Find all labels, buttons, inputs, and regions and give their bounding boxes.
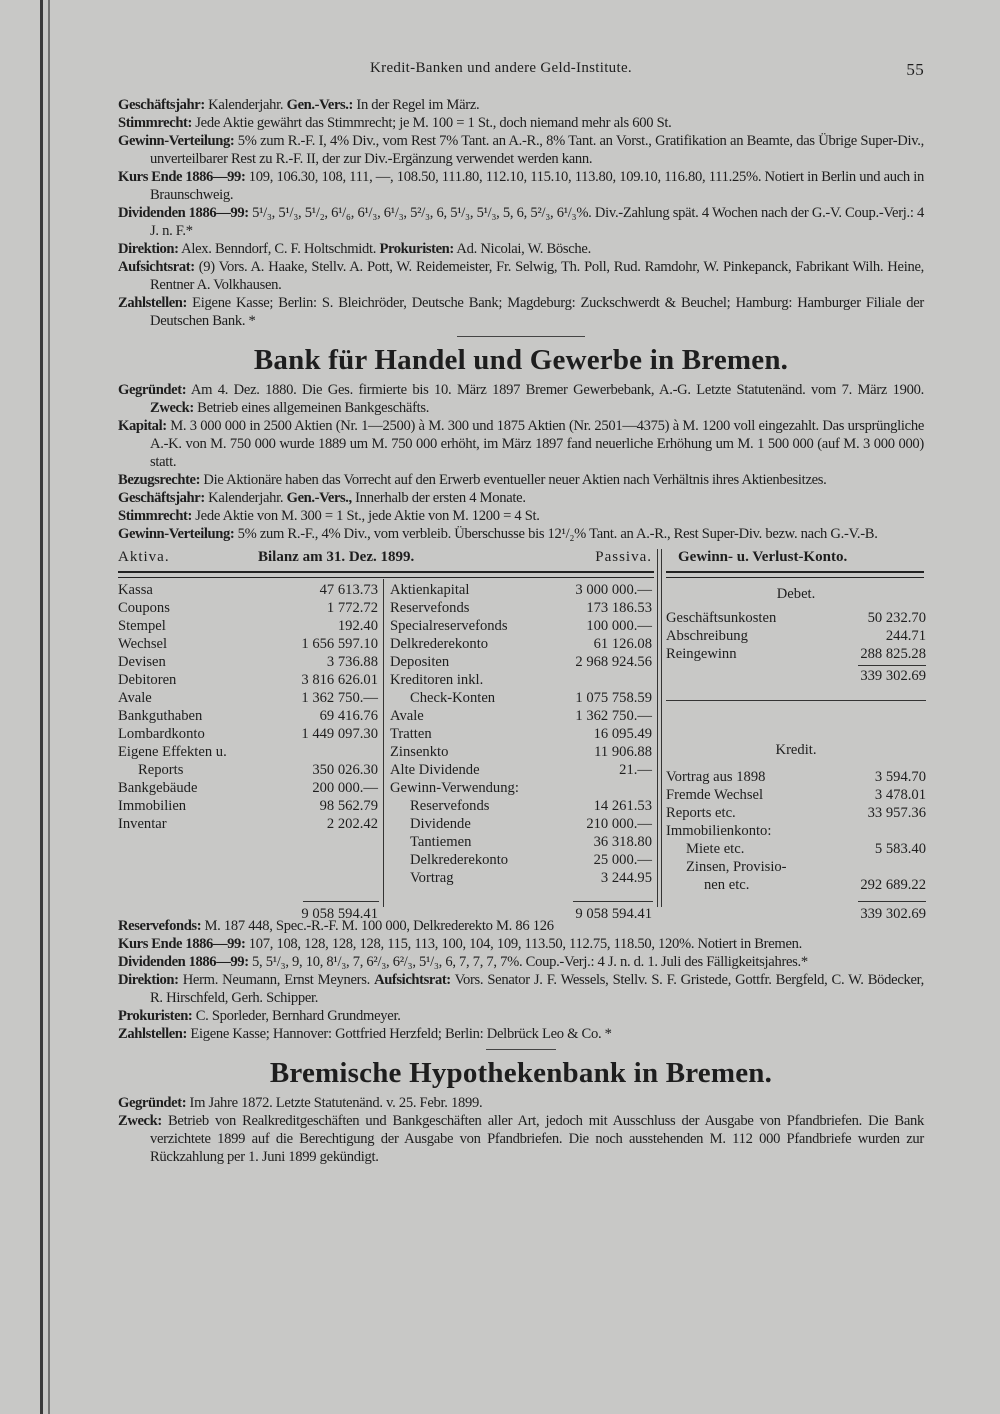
row-amount: 1 656 597.10 — [301, 636, 378, 652]
row-label: Devisen — [118, 654, 166, 670]
entry-paragraph — [118, 204, 924, 240]
row-label: Tratten — [390, 726, 432, 742]
table-row — [118, 725, 378, 743]
row-amount: 1 362 750.— — [301, 690, 378, 706]
entry-paragraph — [118, 917, 924, 935]
row-label: Aktienkapital — [390, 582, 470, 598]
table-row — [390, 851, 652, 869]
table-row — [118, 707, 378, 725]
row-label: Vortrag aus 1898 — [666, 769, 766, 785]
row-amount: 11 906.88 — [594, 744, 652, 760]
entry-label: Gegründet: — [118, 1095, 187, 1111]
entry-text: Herm. Neumann, Ernst Meyners. — [178, 972, 375, 988]
table-row — [666, 804, 926, 822]
aktiva-header: Aktiva. — [118, 549, 170, 565]
row-amount: 14 261.53 — [593, 798, 652, 814]
entry-text: Im Jahre 1872. Letzte Statutenänd. v. 25. Febr. 1899. — [186, 1095, 483, 1111]
row-label: Avale — [118, 690, 152, 706]
row-label: nen etc. — [704, 877, 750, 893]
row-amount: 210 000.— — [586, 816, 652, 832]
row-label: Reports etc. — [666, 805, 736, 821]
row-label: Tantiemen — [410, 834, 472, 850]
row-label: Zinsen, Provisio- — [686, 859, 787, 875]
row-label: Dividende — [410, 816, 471, 832]
row-amount: 292 689.22 — [860, 877, 926, 893]
row-amount: 350 026.30 — [312, 762, 378, 778]
entry-text: 107, 108, 128, 128, 128, 115, 113, 100, 104, 109, 113.50, 112.75, 118.50, 120%. Notiert in Bremen. — [245, 936, 802, 952]
table-row — [390, 653, 652, 671]
table-row — [390, 635, 652, 653]
section-kredit-bank-details — [118, 96, 924, 330]
entry-label: Gewinn-Verteilung: — [118, 526, 235, 542]
row-amount: 47 613.73 — [319, 582, 378, 598]
table-row — [118, 617, 378, 635]
entry-label: Gegründet: — [118, 382, 187, 398]
entry-text: Betrieb von Realkreditgeschäften und Bankgeschäften aller Art, jedoch mit Ausschluss der Ausgabe von Pfandbriefen. Die Bank verzichtete 1899 auf die Berechtigung der Ausgabe von Pfandbriefen. Die noch ausstehenden M. 112 000 Pfandbriefe wurden zur Rückzahlung per 1. Juni 1899 gekündigt. — [150, 1113, 924, 1165]
entry-text: C. Sporleder, Bernhard Grundmeyer. — [192, 1008, 401, 1024]
entry-label: Zweck: — [150, 400, 194, 416]
entry-label: Dividenden 1886—99: — [118, 954, 249, 970]
entry-text: Ad. Nicolai, W. Bösche. — [453, 241, 591, 257]
entry-text: 5¹/₃, 5¹/₃, 5¹/₂, 6¹/₆, 6¹/₃, 6¹/₃, 5²/₃, 6, 5¹/₃, 5¹/₃, 5, 6, 5²/₃, 6¹/₃%. Div.-Zahlung spät. 4 Wochen nach der G.-V. Coup.-Verj.: 4 J. n. F.* — [150, 205, 924, 239]
entry-text: Jede Aktie von M. 300 = 1 St., jede Aktie von M. 1200 = 4 St. — [191, 508, 540, 524]
row-label: Reingewinn — [666, 646, 737, 662]
row-amount: 3 000 000.— — [575, 582, 652, 598]
entry-text: Am 4. Dez. 1880. Die Ges. firmierte bis 10. März 1897 Bremer Gewerbebank, A.-G. Letzte Statutenänd. vom 7. März 1900. — [186, 382, 924, 398]
entry-paragraph — [118, 489, 924, 507]
entry-label: Bezugsrechte: — [118, 472, 201, 488]
entry-label: Reservefonds: — [118, 918, 202, 934]
entry-text: Alex. Benndorf, C. F. Holtschmidt. — [178, 241, 380, 257]
row-label: Inventar — [118, 816, 167, 832]
row-label: Stempel — [118, 618, 166, 634]
page-binding-edge — [48, 0, 50, 1414]
entry-text: Jede Aktie gewährt das Stimmrecht; je M. 100 = 1 St., doch niemand mehr als 600 St. — [191, 115, 672, 131]
entry-label: Prokuristen: — [118, 1008, 193, 1024]
row-amount: 200 000.— — [312, 780, 378, 796]
column-divider — [661, 549, 662, 907]
table-row — [390, 671, 652, 689]
entry-label: Direktion: — [118, 241, 179, 257]
row-label: Avale — [390, 708, 424, 724]
entry-paragraph — [118, 258, 924, 294]
table-row — [390, 743, 652, 761]
row-amount: 100 000.— — [586, 618, 652, 634]
row-amount: 1 772.72 — [326, 600, 378, 616]
aktiva-total: 9 058 594.41 — [301, 906, 378, 922]
row-amount: 1 075 758.59 — [575, 690, 652, 706]
entry-label: Geschäftsjahr: — [118, 97, 205, 113]
entry-paragraph — [118, 471, 924, 489]
entry-text: M. 187 448, Spec.-R.-F. M. 100 000, Delkrederekto M. 86 126 — [201, 918, 554, 934]
row-amount: 69 416.76 — [319, 708, 378, 724]
entry-label: Kapital: — [118, 418, 167, 434]
table-row — [390, 581, 652, 599]
entry-paragraph — [118, 525, 924, 543]
row-label: Delkrederekonto — [390, 636, 489, 652]
page-number: 55 — [906, 60, 924, 79]
row-amount: 173 186.53 — [586, 600, 652, 616]
passiva-total: 9 058 594.41 — [575, 906, 652, 922]
table-row — [118, 779, 378, 797]
table-row — [118, 671, 378, 689]
kredit-total: 339 302.69 — [860, 906, 926, 922]
table-row — [666, 786, 926, 804]
entry-text: M. 3 000 000 in 2500 Aktien (Nr. 1—2500) à M. 300 und 1875 Aktien (Nr. 2501—4375) à M. 1200 voll eingezahlt. Das ursprüngliche A.-K. von M. 750 000 wurde 1889 um M. 750 000 erhöht, im März 1897 fand neuerliche Erhöhung um M. 1 500 000 (auf M. 3 000 000) statt. — [150, 418, 924, 470]
table-row — [390, 761, 652, 779]
column-divider — [383, 579, 384, 907]
double-rule — [666, 571, 924, 578]
entry-label: Geschäftsjahr: — [118, 490, 205, 506]
gv-title: Gewinn- u. Verlust-Konto. — [678, 549, 848, 565]
row-label: Bankgebäude — [118, 780, 198, 796]
entry-paragraph — [118, 417, 924, 471]
sum-rule — [666, 700, 926, 701]
table-row — [390, 707, 652, 725]
row-label: Geschäftsunkosten — [666, 610, 777, 626]
entry-paragraph — [118, 1112, 924, 1166]
row-label: Kreditoren inkl. — [390, 672, 484, 688]
table-row — [390, 797, 652, 815]
row-amount: 16 095.49 — [593, 726, 652, 742]
entry-text: Kalenderjahr. — [204, 490, 287, 506]
table-row — [666, 876, 926, 894]
entry-paragraph — [118, 971, 924, 1007]
passiva-header: Passiva. — [595, 549, 652, 565]
entry-text: In der Regel im März. — [353, 97, 480, 113]
row-label: Debitoren — [118, 672, 177, 688]
table-row — [118, 581, 378, 599]
entry-label: Gewinn-Verteilung: — [118, 133, 235, 149]
entry-label: Kurs Ende 1886—99: — [118, 169, 246, 185]
row-label: Reservefonds — [390, 600, 470, 616]
heading-bremische-hypothekenbank: Bremische Hypothekenbank in Bremen. — [269, 1057, 773, 1089]
entry-text: 5% zum R.-F. I, 4% Div., vom Rest 7% Tant. an A.-R., 8% Tant. an Vorst., Gratifikation an Beamte, das Übrige Super-Div., unverteilbarer Rest zu R.-F. II, der zur Div.-Ergänzung verwendet werden kann. — [150, 133, 924, 167]
sum-rule — [303, 901, 379, 902]
balance-title: Bilanz am 31. Dez. 1899. — [258, 549, 415, 565]
entry-label: Stimmrecht: — [118, 115, 192, 131]
table-row — [666, 840, 926, 858]
row-label: Miete etc. — [686, 841, 745, 857]
row-label: Zinsenkto — [390, 744, 449, 760]
row-label: Gewinn-Verwendung: — [390, 780, 519, 796]
entry-paragraph — [118, 168, 924, 204]
row-amount: 192.40 — [337, 618, 378, 634]
row-amount: 3 244.95 — [600, 870, 652, 886]
row-label: Reservefonds — [410, 798, 490, 814]
entry-label: Aufsichtsrat: — [374, 972, 451, 988]
table-row — [390, 725, 652, 743]
entry-paragraph — [118, 507, 924, 525]
row-amount: 3 816 626.01 — [301, 672, 378, 688]
double-rule — [118, 571, 654, 578]
document-page — [118, 0, 924, 1206]
entry-label: Gen.-Vers.: — [286, 97, 354, 113]
row-label: Delkrederekonto — [410, 852, 509, 868]
section-divider — [486, 1049, 556, 1050]
entry-text: Betrieb eines allgemeinen Bankgeschäfts. — [193, 400, 430, 416]
entry-paragraph — [118, 953, 924, 971]
entry-paragraph — [118, 1094, 924, 1112]
sum-rule — [858, 665, 926, 666]
table-row — [118, 797, 378, 815]
sum-rule — [858, 901, 926, 902]
row-amount: 25 000.— — [593, 852, 652, 868]
entry-text: Eigene Kasse; Hannover: Gottfried Herzfeld; Berlin: Delbrück Leo & Co. * — [186, 1026, 612, 1042]
entry-label: Kurs Ende 1886—99: — [118, 936, 246, 952]
entry-text: 5% zum R.-F., 4% Div., vom verbleib. Überschusse bis 12¹/₂% Tant. an A.-R., Rest Super-Div. bezw. nach G.-V.-B. — [234, 526, 878, 542]
row-label: Depositen — [390, 654, 450, 670]
entry-label: Prokuristen: — [379, 241, 454, 257]
table-row — [390, 779, 652, 797]
row-amount: 244.71 — [885, 628, 926, 644]
row-amount: 61 126.08 — [593, 636, 652, 652]
entry-label: Aufsichtsrat: — [118, 259, 195, 275]
table-row — [666, 627, 926, 645]
table-row — [390, 617, 652, 635]
entry-paragraph — [118, 381, 924, 417]
row-amount: 21.— — [619, 762, 652, 778]
row-amount: 2 202.42 — [326, 816, 378, 832]
row-label: Bankguthaben — [118, 708, 203, 724]
row-label: Immobilienkonto: — [666, 823, 772, 839]
table-row — [390, 689, 652, 707]
row-amount: 1 449 097.30 — [301, 726, 378, 742]
table-row — [390, 599, 652, 617]
row-label: Immobilien — [118, 798, 187, 814]
entry-text: Vors. Senator J. F. Wessels, Stellv. S. F. Gristede, Gottfr. Bergfeld, C. W. Bödecker, R. Hirschfeld, Gerh. Schipper. — [150, 972, 924, 1006]
table-row — [118, 761, 378, 779]
heading-bank-fuer-handel-und-gewerbe: Bank für Handel und Gewerbe in Bremen. — [253, 344, 789, 376]
section-divider — [457, 336, 585, 337]
row-label: Check-Konten — [410, 690, 496, 706]
row-amount: 3 594.70 — [874, 769, 926, 785]
table-row — [118, 635, 378, 653]
row-amount: 288 825.28 — [860, 646, 926, 662]
entry-label: Gen.-Vers., — [286, 490, 352, 506]
table-row — [390, 833, 652, 851]
entry-paragraph — [118, 132, 924, 168]
row-label: Fremde Wechsel — [666, 787, 764, 803]
row-label: Coupons — [118, 600, 170, 616]
entry-text: 5, 5¹/₃, 9, 10, 8¹/₃, 7, 6²/₃, 6²/₃, 5¹/₃, 6, 7, 7, 7, 7%. Coup.-Verj.: 4 J. n. d. 1. Juli des Fälligkeitsjahres.* — [248, 954, 808, 970]
section-bremische-hypothekenbank-details — [118, 1094, 924, 1166]
row-amount: 2 968 924.56 — [575, 654, 652, 670]
row-amount: 98 562.79 — [319, 798, 378, 814]
table-row — [666, 822, 926, 840]
entry-label: Stimmrecht: — [118, 508, 192, 524]
table-row — [118, 689, 378, 707]
row-label: Eigene Effekten u. — [118, 744, 227, 760]
table-row — [118, 815, 378, 833]
column-divider — [657, 549, 658, 907]
entry-label: Zahlstellen: — [118, 295, 187, 311]
entry-paragraph — [118, 240, 924, 258]
row-amount: 5 583.40 — [874, 841, 926, 857]
row-amount: 50 232.70 — [867, 610, 926, 626]
row-amount: 3 478.01 — [874, 787, 926, 803]
entry-paragraph — [118, 1007, 924, 1025]
row-label: Wechsel — [118, 636, 168, 652]
section-bank-handel-gewerbe-details — [118, 381, 924, 543]
row-label: Abschreibung — [666, 628, 748, 644]
balance-sheet-table — [118, 549, 926, 922]
entry-text: Kalenderjahr. — [204, 97, 287, 113]
row-amount: 3 736.88 — [326, 654, 378, 670]
entry-label: Zweck: — [118, 1113, 162, 1129]
row-amount: 33 957.36 — [867, 805, 926, 821]
entry-label: Dividenden 1886—99: — [118, 205, 249, 221]
row-amount: 36 318.80 — [593, 834, 652, 850]
table-row — [118, 599, 378, 617]
entry-paragraph — [118, 935, 924, 953]
table-row — [666, 645, 926, 663]
debet-label: Debet. — [776, 586, 816, 602]
table-row — [666, 768, 926, 786]
entry-label: Direktion: — [118, 972, 179, 988]
entry-text: Die Aktionäre haben das Vorrecht auf den Erwerb eventueller neuer Aktien nach Verhältnis ihres Aktienbesitzes. — [200, 472, 827, 488]
table-row — [390, 815, 652, 833]
row-label: Kassa — [118, 582, 153, 598]
entry-paragraph — [118, 1025, 924, 1043]
page-binding-edge — [40, 0, 43, 1414]
row-label: Vortrag — [410, 870, 454, 886]
table-row — [118, 743, 378, 761]
row-label: Alte Dividende — [390, 762, 480, 778]
table-row — [666, 609, 926, 627]
row-label: Lombardkonto — [118, 726, 205, 742]
table-row — [666, 858, 926, 876]
debet-total: 339 302.69 — [860, 668, 926, 684]
kredit-label: Kredit. — [775, 742, 817, 758]
row-amount: 1 362 750.— — [575, 708, 652, 724]
entry-text: (9) Vors. A. Haake, Stellv. A. Pott, W. Reidemeister, Fr. Selwig, Th. Poll, Rud. Ramdohr, W. Pinkepanck, Fabrikant Wilh. Heine, Rentner A. Volkhausen. — [150, 259, 924, 293]
entry-text: Eigene Kasse; Berlin: S. Bleichröder, Deutsche Bank; Magdeburg: Zuckschwerdt & Beuchel; Hamburg: Hamburger Filiale der Deutschen Bank. * — [150, 295, 924, 329]
entry-paragraph — [118, 96, 924, 114]
sum-rule — [573, 901, 653, 902]
section-bank-handel-gewerbe-more — [118, 917, 924, 1043]
entry-text: 109, 106.30, 108, 111, —, 108.50, 111.80, 112.10, 115.10, 113.80, 109.10, 116.80, 111.25%. Notiert in Berlin und auch in Braunschweig. — [150, 169, 925, 203]
running-header — [118, 60, 924, 82]
row-label: Specialreservefonds — [390, 618, 508, 634]
row-label: Reports — [138, 762, 184, 778]
entry-paragraph — [118, 114, 924, 132]
running-header-title: Kredit-Banken und andere Geld-Institute. — [370, 60, 632, 76]
entry-label: Zahlstellen: — [118, 1026, 187, 1042]
table-row — [390, 869, 652, 887]
entry-text: Innerhalb der ersten 4 Monate. — [351, 490, 526, 506]
table-row — [118, 653, 378, 671]
entry-paragraph — [118, 294, 924, 330]
